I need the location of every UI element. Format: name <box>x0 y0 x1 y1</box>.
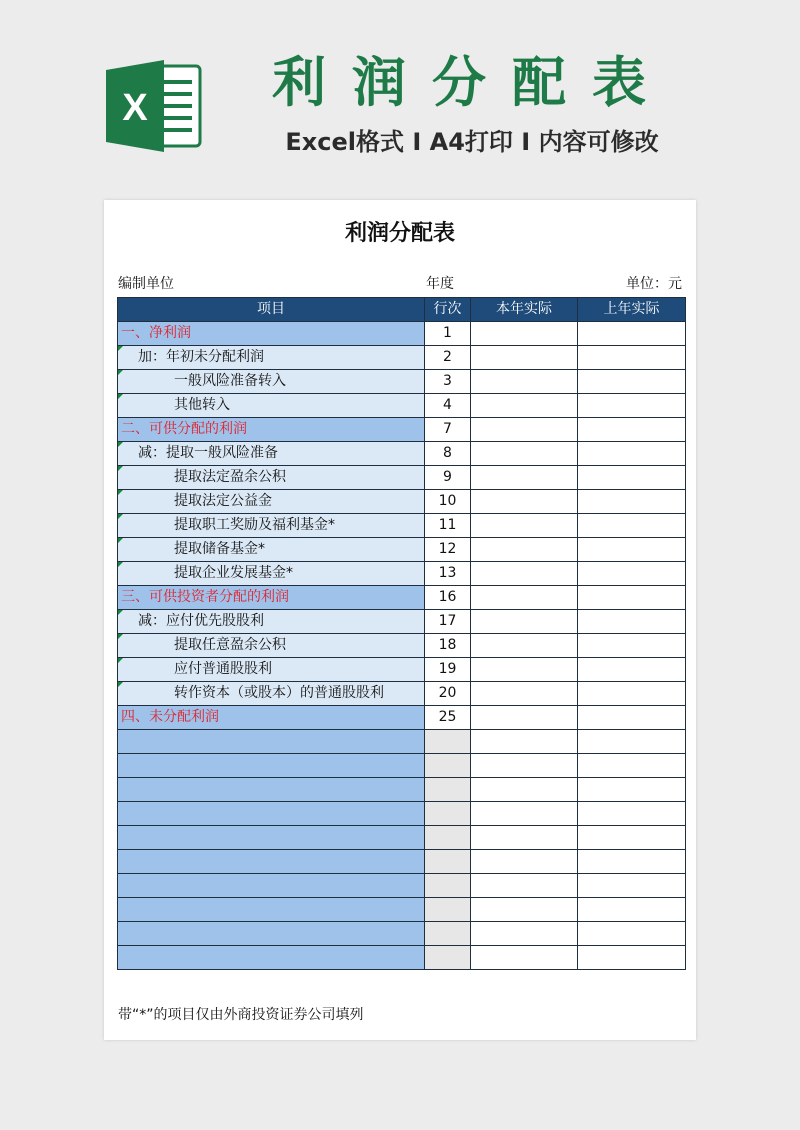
current-year-cell[interactable] <box>471 610 578 634</box>
item-cell[interactable]: 加：年初未分配利润 <box>118 346 425 370</box>
item-cell[interactable]: 三、可供投资者分配的利润 <box>118 586 425 610</box>
empty-row <box>118 730 686 754</box>
line-cell[interactable] <box>425 850 471 874</box>
current-year-cell[interactable] <box>471 730 578 754</box>
line-cell[interactable]: 18 <box>425 634 471 658</box>
table-row <box>118 658 686 682</box>
current-year-cell[interactable] <box>471 586 578 610</box>
table-row <box>118 418 686 442</box>
item-cell[interactable] <box>118 922 425 946</box>
item-cell[interactable]: 转作资本（或股本）的普通股股利 <box>118 682 425 706</box>
table-row <box>118 442 686 466</box>
item-cell[interactable]: 二、可供分配的利润 <box>118 418 425 442</box>
line-cell[interactable] <box>425 922 471 946</box>
current-year-cell[interactable] <box>471 394 578 418</box>
header-row <box>118 298 686 322</box>
previous-year-cell[interactable] <box>578 682 686 706</box>
footnote: 带“*”的项目仅由外商投资证券公司填列 <box>118 1007 364 1023</box>
header-current-year[interactable]: 本年实际 <box>471 298 578 322</box>
current-year-cell[interactable] <box>471 490 578 514</box>
item-cell[interactable]: 其他转入 <box>118 394 425 418</box>
line-cell[interactable] <box>425 802 471 826</box>
item-cell[interactable]: 提取任意盈余公积 <box>118 634 425 658</box>
current-year-cell[interactable] <box>471 898 578 922</box>
previous-year-cell[interactable] <box>578 610 686 634</box>
item-cell[interactable] <box>118 802 425 826</box>
previous-year-cell[interactable] <box>578 586 686 610</box>
spreadsheet-page <box>104 200 696 1040</box>
current-year-cell[interactable] <box>471 778 578 802</box>
previous-year-cell[interactable] <box>578 778 686 802</box>
current-year-cell[interactable] <box>471 658 578 682</box>
line-cell[interactable]: 8 <box>425 442 471 466</box>
table-row <box>118 538 686 562</box>
table-row <box>118 394 686 418</box>
item-cell[interactable] <box>118 946 425 970</box>
cell-comment-marker <box>118 370 123 375</box>
line-cell[interactable] <box>425 874 471 898</box>
item-cell[interactable]: 应付普通股股利 <box>118 658 425 682</box>
current-year-cell[interactable] <box>471 754 578 778</box>
table-row <box>118 370 686 394</box>
current-year-cell[interactable] <box>471 802 578 826</box>
line-cell[interactable]: 12 <box>425 538 471 562</box>
current-year-cell[interactable] <box>471 706 578 730</box>
currency-label: 单位：元 <box>626 276 682 292</box>
table-row <box>118 706 686 730</box>
item-cell[interactable] <box>118 850 425 874</box>
cell-comment-marker <box>118 610 123 615</box>
line-cell[interactable]: 19 <box>425 658 471 682</box>
cell-comment-marker <box>118 346 123 351</box>
current-year-cell[interactable] <box>471 370 578 394</box>
previous-year-cell[interactable] <box>578 730 686 754</box>
table-row <box>118 466 686 490</box>
line-cell[interactable]: 11 <box>425 514 471 538</box>
excel-logo-icon <box>104 56 204 156</box>
previous-year-cell[interactable] <box>578 634 686 658</box>
previous-year-cell[interactable] <box>578 826 686 850</box>
item-cell[interactable]: 减：提取一般风险准备 <box>118 442 425 466</box>
table-row <box>118 586 686 610</box>
previous-year-cell[interactable] <box>578 946 686 970</box>
line-cell[interactable]: 2 <box>425 346 471 370</box>
line-cell[interactable]: 1 <box>425 322 471 346</box>
item-cell[interactable] <box>118 778 425 802</box>
current-year-cell[interactable] <box>471 322 578 346</box>
previous-year-cell[interactable] <box>578 346 686 370</box>
current-year-cell[interactable] <box>471 634 578 658</box>
current-year-cell[interactable] <box>471 826 578 850</box>
line-cell[interactable] <box>425 754 471 778</box>
current-year-cell[interactable] <box>471 346 578 370</box>
line-cell[interactable] <box>425 826 471 850</box>
svg-text:X: X <box>122 87 148 129</box>
cell-comment-marker <box>118 466 123 471</box>
line-cell[interactable] <box>425 898 471 922</box>
table-row <box>118 490 686 514</box>
empty-row <box>118 922 686 946</box>
previous-year-cell[interactable] <box>578 394 686 418</box>
current-year-cell[interactable] <box>471 466 578 490</box>
item-cell[interactable]: 提取企业发展基金* <box>118 562 425 586</box>
cell-comment-marker <box>118 442 123 447</box>
current-year-cell[interactable] <box>471 922 578 946</box>
line-cell[interactable]: 7 <box>425 418 471 442</box>
item-cell[interactable]: 一般风险准备转入 <box>118 370 425 394</box>
current-year-cell[interactable] <box>471 874 578 898</box>
current-year-cell[interactable] <box>471 682 578 706</box>
previous-year-cell[interactable] <box>578 514 686 538</box>
previous-year-cell[interactable] <box>578 490 686 514</box>
current-year-cell[interactable] <box>471 850 578 874</box>
banner-subtitle: Excel格式 I A4打印 I 内容可修改 <box>285 128 659 156</box>
previous-year-cell[interactable] <box>578 874 686 898</box>
empty-row <box>118 826 686 850</box>
empty-row <box>118 754 686 778</box>
header-previous-year[interactable]: 上年实际 <box>578 298 686 322</box>
item-cell[interactable] <box>118 754 425 778</box>
table-row <box>118 562 686 586</box>
item-cell[interactable] <box>118 874 425 898</box>
line-cell[interactable]: 4 <box>425 394 471 418</box>
line-cell[interactable]: 17 <box>425 610 471 634</box>
previous-year-cell[interactable] <box>578 658 686 682</box>
previous-year-cell[interactable] <box>578 850 686 874</box>
empty-row <box>118 778 686 802</box>
current-year-cell[interactable] <box>471 538 578 562</box>
cell-comment-marker <box>118 538 123 543</box>
line-cell[interactable] <box>425 778 471 802</box>
empty-row <box>118 946 686 970</box>
year-label: 年度 <box>426 276 454 292</box>
item-cell[interactable]: 提取储备基金* <box>118 538 425 562</box>
cell-comment-marker <box>118 490 123 495</box>
item-cell[interactable]: 一、净利润 <box>118 322 425 346</box>
line-cell[interactable]: 16 <box>425 586 471 610</box>
header-line[interactable]: 行次 <box>425 298 471 322</box>
line-cell[interactable] <box>425 730 471 754</box>
previous-year-cell[interactable] <box>578 562 686 586</box>
item-cell[interactable]: 减：应付优先股股利 <box>118 610 425 634</box>
line-cell[interactable] <box>425 946 471 970</box>
table-row <box>118 610 686 634</box>
previous-year-cell[interactable] <box>578 370 686 394</box>
item-cell[interactable] <box>118 730 425 754</box>
empty-row <box>118 874 686 898</box>
sheet-title: 利润分配表 <box>344 221 455 246</box>
previous-year-cell[interactable] <box>578 754 686 778</box>
cell-comment-marker <box>118 658 123 663</box>
item-cell[interactable]: 提取法定公益金 <box>118 490 425 514</box>
table-row <box>118 346 686 370</box>
previous-year-cell[interactable] <box>578 466 686 490</box>
current-year-cell[interactable] <box>471 514 578 538</box>
previous-year-cell[interactable] <box>578 418 686 442</box>
unit-label: 编制单位 <box>118 276 174 292</box>
table-row <box>118 682 686 706</box>
cell-comment-marker <box>118 682 123 687</box>
previous-year-cell[interactable] <box>578 322 686 346</box>
banner-title: 利润分配表 <box>272 51 672 114</box>
header-item[interactable]: 项目 <box>118 298 425 322</box>
previous-year-cell[interactable] <box>578 898 686 922</box>
current-year-cell[interactable] <box>471 442 578 466</box>
current-year-cell[interactable] <box>471 418 578 442</box>
line-cell[interactable]: 25 <box>425 706 471 730</box>
cell-comment-marker <box>118 634 123 639</box>
empty-row <box>118 850 686 874</box>
previous-year-cell[interactable] <box>578 922 686 946</box>
current-year-cell[interactable] <box>471 562 578 586</box>
previous-year-cell[interactable] <box>578 442 686 466</box>
previous-year-cell[interactable] <box>578 538 686 562</box>
line-cell[interactable]: 9 <box>425 466 471 490</box>
empty-row <box>118 898 686 922</box>
line-cell[interactable]: 20 <box>425 682 471 706</box>
line-cell[interactable]: 10 <box>425 490 471 514</box>
previous-year-cell[interactable] <box>578 706 686 730</box>
item-cell[interactable] <box>118 898 425 922</box>
line-cell[interactable]: 3 <box>425 370 471 394</box>
table-row <box>118 322 686 346</box>
table-row <box>118 634 686 658</box>
line-cell[interactable]: 13 <box>425 562 471 586</box>
cell-comment-marker <box>118 394 123 399</box>
empty-row <box>118 802 686 826</box>
current-year-cell[interactable] <box>471 946 578 970</box>
table-row <box>118 514 686 538</box>
cell-comment-marker <box>118 562 123 567</box>
item-cell[interactable]: 提取法定盈余公积 <box>118 466 425 490</box>
item-cell[interactable]: 四、未分配利润 <box>118 706 425 730</box>
cell-comment-marker <box>118 514 123 519</box>
profit-distribution-table <box>117 297 686 970</box>
previous-year-cell[interactable] <box>578 802 686 826</box>
item-cell[interactable]: 提取职工奖励及福利基金* <box>118 514 425 538</box>
item-cell[interactable] <box>118 826 425 850</box>
